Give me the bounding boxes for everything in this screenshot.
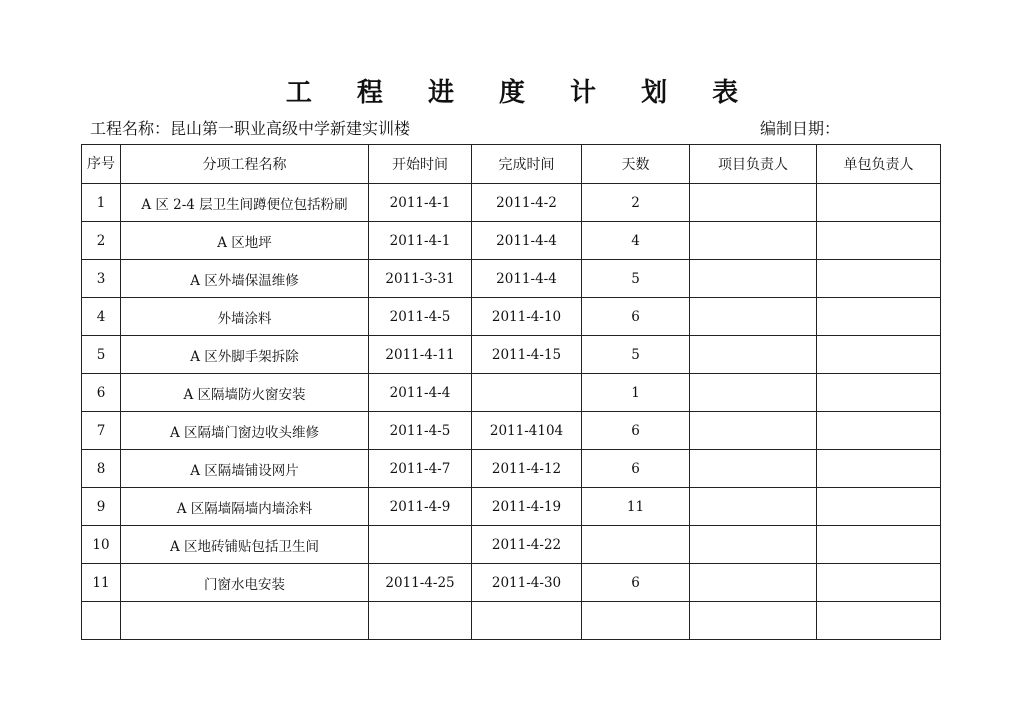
cell-end-time: 2011-4104 xyxy=(472,412,582,450)
cell-seq xyxy=(82,602,121,640)
table-row xyxy=(82,564,941,602)
header-end-time: 完成时间 xyxy=(472,145,582,184)
cell-item-name: 门窗水电安装 xyxy=(121,564,369,602)
cell-project-manager xyxy=(690,260,817,298)
cell-item-name: A 区地坪 xyxy=(121,222,369,260)
cell-start-time: 2011-3-31 xyxy=(369,260,472,298)
cell-seq: 9 xyxy=(82,488,121,526)
cell-project-manager xyxy=(690,488,817,526)
cell-end-time: 2011-4-12 xyxy=(472,450,582,488)
cell-project-manager xyxy=(690,374,817,412)
header-row xyxy=(82,145,941,184)
header-subcontract-manager: 单包负责人 xyxy=(817,145,941,184)
table-row xyxy=(82,336,941,374)
cell-seq: 8 xyxy=(82,450,121,488)
project-name-label: 工程名称：昆山第一职业高级中学新建实训楼 xyxy=(90,119,411,138)
cell-project-manager xyxy=(690,602,817,640)
cell-start-time: 2011-4-7 xyxy=(369,450,472,488)
cell-seq: 5 xyxy=(82,336,121,374)
cell-subcontract-manager xyxy=(817,184,941,222)
cell-seq: 4 xyxy=(82,298,121,336)
cell-end-time: 2011-4-19 xyxy=(472,488,582,526)
table-row xyxy=(82,412,941,450)
table-row xyxy=(82,222,941,260)
page-title: 工 程 进 度 计 划 表 xyxy=(285,78,757,108)
cell-end-time: 2011-4-30 xyxy=(472,564,582,602)
cell-subcontract-manager xyxy=(817,298,941,336)
cell-days xyxy=(582,526,690,564)
cell-subcontract-manager xyxy=(817,222,941,260)
cell-seq: 2 xyxy=(82,222,121,260)
cell-subcontract-manager xyxy=(817,526,941,564)
cell-days: 6 xyxy=(582,450,690,488)
cell-days: 5 xyxy=(582,260,690,298)
header-item-name: 分项工程名称 xyxy=(121,145,369,184)
cell-seq: 11 xyxy=(82,564,121,602)
cell-days: 1 xyxy=(582,374,690,412)
table-row xyxy=(82,260,941,298)
cell-end-time xyxy=(472,374,582,412)
cell-item-name: A 区隔墙铺设网片 xyxy=(121,450,369,488)
cell-subcontract-manager xyxy=(817,564,941,602)
cell-subcontract-manager xyxy=(817,488,941,526)
cell-start-time: 2011-4-9 xyxy=(369,488,472,526)
cell-item-name: A 区地砖铺贴包括卫生间 xyxy=(121,526,369,564)
cell-start-time: 2011-4-5 xyxy=(369,412,472,450)
cell-subcontract-manager xyxy=(817,374,941,412)
table-row xyxy=(82,450,941,488)
cell-subcontract-manager xyxy=(817,412,941,450)
cell-project-manager xyxy=(690,298,817,336)
cell-item-name: A 区隔墙门窗边收头维修 xyxy=(121,412,369,450)
compile-date-label: 编制日期： xyxy=(760,119,841,138)
table-row xyxy=(82,184,941,222)
cell-days: 5 xyxy=(582,336,690,374)
cell-start-time: 2011-4-1 xyxy=(369,184,472,222)
cell-days xyxy=(582,602,690,640)
cell-seq: 7 xyxy=(82,412,121,450)
header-start-time: 开始时间 xyxy=(369,145,472,184)
cell-start-time: 2011-4-4 xyxy=(369,374,472,412)
header-days: 天数 xyxy=(582,145,690,184)
cell-project-manager xyxy=(690,336,817,374)
cell-item-name: A 区隔墙隔墙内墙涂料 xyxy=(121,488,369,526)
cell-seq: 1 xyxy=(82,184,121,222)
cell-days: 6 xyxy=(582,298,690,336)
cell-days: 6 xyxy=(582,412,690,450)
cell-start-time: 2011-4-11 xyxy=(369,336,472,374)
cell-end-time: 2011-4-2 xyxy=(472,184,582,222)
cell-project-manager xyxy=(690,450,817,488)
cell-item-name: A 区隔墙防火窗安装 xyxy=(121,374,369,412)
cell-seq: 6 xyxy=(82,374,121,412)
cell-start-time xyxy=(369,526,472,564)
cell-item-name: A 区外墙保温维修 xyxy=(121,260,369,298)
table-row xyxy=(82,298,941,336)
cell-seq: 3 xyxy=(82,260,121,298)
table-row xyxy=(82,526,941,564)
cell-end-time: 2011-4-4 xyxy=(472,222,582,260)
table-row xyxy=(82,374,941,412)
header-seq: 序号 xyxy=(82,145,121,184)
cell-days: 2 xyxy=(582,184,690,222)
cell-end-time xyxy=(472,602,582,640)
cell-subcontract-manager xyxy=(817,450,941,488)
cell-start-time: 2011-4-1 xyxy=(369,222,472,260)
cell-days: 6 xyxy=(582,564,690,602)
table-body xyxy=(82,184,941,640)
cell-days: 4 xyxy=(582,222,690,260)
cell-item-name: A 区外脚手架拆除 xyxy=(121,336,369,374)
cell-item-name xyxy=(121,602,369,640)
table-row xyxy=(82,488,941,526)
cell-subcontract-manager xyxy=(817,260,941,298)
cell-project-manager xyxy=(690,222,817,260)
schedule-table xyxy=(81,144,941,640)
header-project-manager: 项目负责人 xyxy=(690,145,817,184)
cell-start-time xyxy=(369,602,472,640)
table-row xyxy=(82,602,941,640)
cell-item-name: A 区 2-4 层卫生间蹲便位包括粉刷 xyxy=(121,184,369,222)
cell-end-time: 2011-4-22 xyxy=(472,526,582,564)
cell-days: 11 xyxy=(582,488,690,526)
cell-subcontract-manager xyxy=(817,602,941,640)
cell-start-time: 2011-4-25 xyxy=(369,564,472,602)
cell-subcontract-manager xyxy=(817,336,941,374)
cell-project-manager xyxy=(690,526,817,564)
cell-end-time: 2011-4-4 xyxy=(472,260,582,298)
cell-end-time: 2011-4-10 xyxy=(472,298,582,336)
cell-project-manager xyxy=(690,412,817,450)
cell-start-time: 2011-4-5 xyxy=(369,298,472,336)
cell-project-manager xyxy=(690,184,817,222)
cell-item-name: 外墙涂料 xyxy=(121,298,369,336)
cell-seq: 10 xyxy=(82,526,121,564)
cell-project-manager xyxy=(690,564,817,602)
cell-end-time: 2011-4-15 xyxy=(472,336,582,374)
